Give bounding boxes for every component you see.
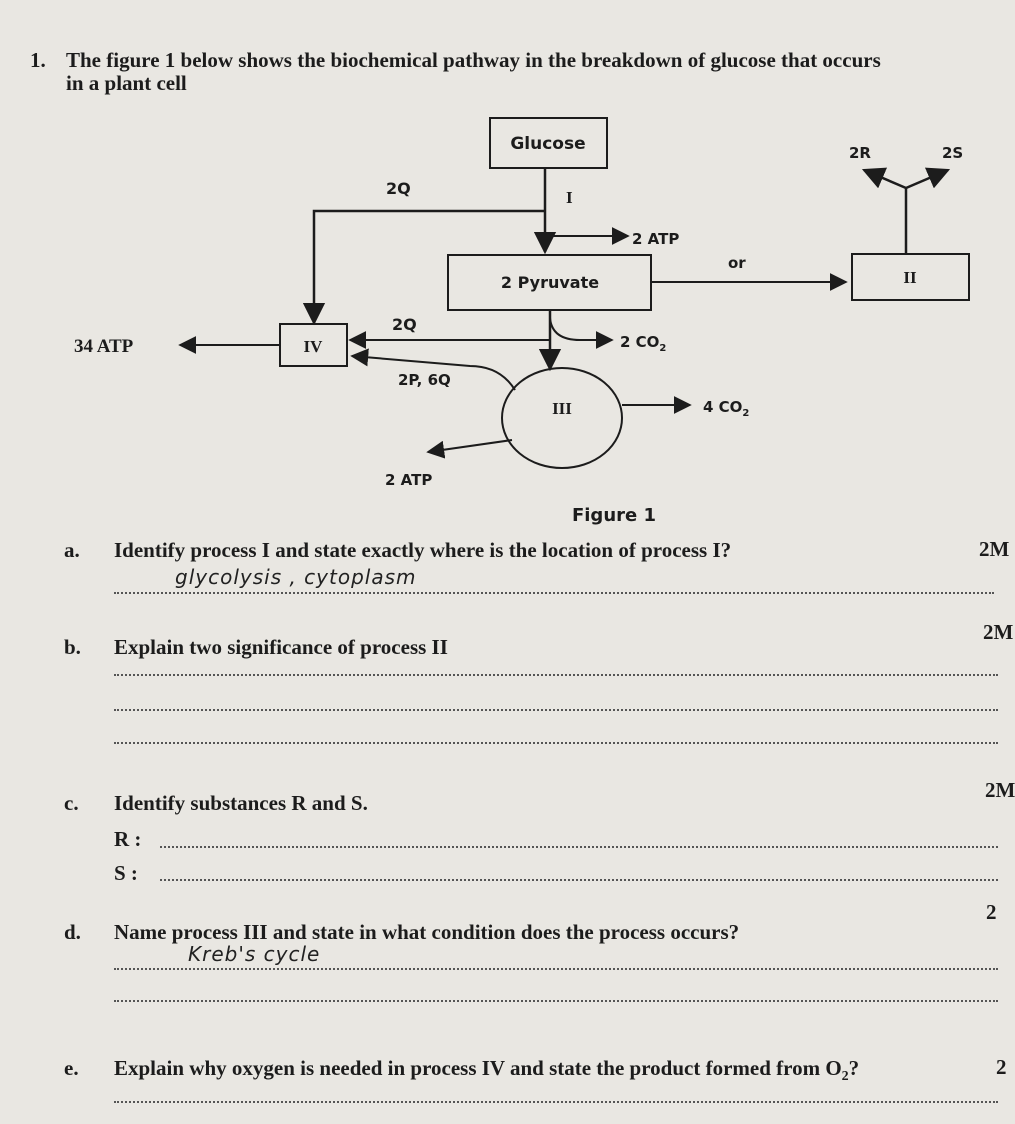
- two-q-mid-label: 2Q: [392, 315, 417, 334]
- part-d-answer: Kreb's cycle: [188, 942, 321, 966]
- part-b-text: Explain two significance of process II: [114, 635, 448, 659]
- process-ii-label: II: [903, 268, 917, 287]
- part-a-text: Identify process I and state exactly where is the location of process I?: [114, 538, 732, 562]
- or-label: or: [728, 254, 746, 272]
- part-b-answer-line-3[interactable]: [114, 742, 998, 744]
- two-p-six-q-label: 2P, 6Q: [398, 371, 451, 389]
- two-atp-bottom-arrow: [428, 440, 512, 452]
- pyruvate-label: 2 Pyruvate: [500, 273, 600, 292]
- question-intro-line1: The figure 1 below shows the biochemical pathway in the breakdown of glucose that occurs: [66, 48, 881, 72]
- s-arrow: [906, 170, 948, 188]
- process-iii-circle: [502, 368, 622, 468]
- two-s-label: 2S: [942, 144, 964, 162]
- part-a-answer-line[interactable]: [114, 592, 994, 594]
- two-r-label: 2R: [849, 144, 871, 162]
- part-c-letter: c.: [64, 791, 79, 815]
- question-number: 1.: [30, 48, 46, 72]
- part-c-marks: 2M: [985, 778, 1015, 802]
- part-d-answer-line-2[interactable]: [114, 1000, 998, 1002]
- part-a-answer: glycolysis , cytoplasm: [175, 565, 417, 589]
- part-d-marks: 2: [986, 900, 997, 924]
- process-iv-label: IV: [303, 337, 323, 356]
- part-c-s-answer-line[interactable]: [160, 879, 998, 881]
- part-a-marks: 2M: [979, 537, 1010, 561]
- two-co2-label: 2 $CO_2$: [620, 333, 667, 354]
- process-iii-label: III: [552, 399, 572, 418]
- two-atp-top-label: 2 ATP: [632, 230, 680, 248]
- part-a-letter: a.: [64, 538, 80, 562]
- part-c-r-answer-line[interactable]: [160, 846, 998, 848]
- two-atp-bottom-label: 2 ATP: [385, 471, 433, 489]
- four-co2-label: 4 $CO_2$: [703, 398, 750, 419]
- process-i-label: I: [566, 188, 573, 207]
- part-e-text: Explain why oxygen is needed in process IV and state the product formed from $O_2$?: [114, 1056, 860, 1085]
- part-e-letter: e.: [64, 1056, 79, 1080]
- part-b-marks: 2M: [983, 620, 1014, 644]
- question-intro-line2: in a plant cell: [66, 71, 187, 95]
- part-e-marks: 2: [996, 1055, 1007, 1079]
- two-q-top-line: [314, 211, 545, 323]
- part-d-text: Name process III and state in what condition does the process occurs?: [114, 920, 740, 944]
- thirty-four-atp-label: 34 ATP: [74, 336, 134, 357]
- two-q-top-label: 2Q: [386, 179, 411, 198]
- figure-caption: Figure 1: [571, 505, 657, 526]
- co2-branch: [550, 318, 612, 340]
- r-arrow: [864, 170, 906, 188]
- part-c-s-label: S :: [114, 861, 138, 885]
- part-b-letter: b.: [64, 635, 81, 659]
- part-d-answer-line-1[interactable]: [114, 968, 998, 970]
- pathway-diagram: [0, 0, 1009, 540]
- part-b-answer-line-1[interactable]: [114, 674, 998, 676]
- part-e-answer-line[interactable]: [114, 1101, 998, 1103]
- part-b-answer-line-2[interactable]: [114, 709, 998, 711]
- part-c-r-label: R :: [114, 827, 142, 851]
- part-d-letter: d.: [64, 920, 81, 944]
- part-c-text: Identify substances R and S.: [114, 791, 368, 815]
- glucose-label: Glucose: [510, 134, 586, 154]
